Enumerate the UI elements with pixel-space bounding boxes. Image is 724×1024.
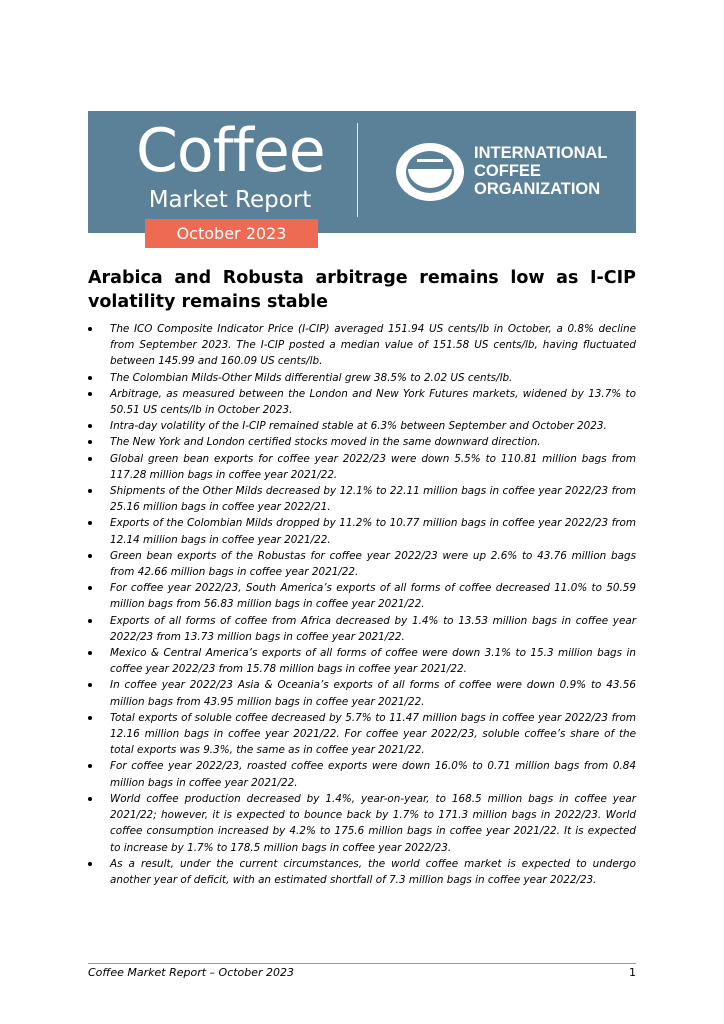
- report-title: Coffee: [136, 116, 325, 186]
- bullet-icon: [88, 440, 92, 444]
- bullet-icon: [88, 457, 92, 461]
- list-item: [88, 710, 636, 759]
- page-number: 1: [629, 966, 636, 979]
- bullet-icon: [88, 327, 92, 331]
- bullet-icon: [88, 376, 92, 380]
- organization-name: [474, 144, 608, 198]
- bullet-icon: [88, 554, 92, 558]
- list-item: [88, 418, 636, 434]
- bullet-icon: [88, 764, 92, 768]
- list-item-text: Total exports of soluble coffee decreased by 5.7% to 11.47 million bags in coffee year 2022/23 from 12.16 million bags in coffee year 2021/22. For coffee year 2022/23, soluble coffee’s share of the total exports was 9.3%, the same as in coffee year 2021/22.: [110, 711, 636, 757]
- list-item: [88, 483, 636, 515]
- org-line-1: INTERNATIONAL: [474, 144, 608, 162]
- list-item-text: For coffee year 2022/23, roasted coffee exports were down 16.0% to 0.71 million bags from 0.84 million bags in coffee year 2021/22.: [110, 760, 636, 789]
- list-item: [88, 758, 636, 790]
- bullet-icon: [88, 683, 92, 687]
- list-item: [88, 451, 636, 483]
- bullet-icon: [88, 424, 92, 428]
- bullet-icon: [88, 489, 92, 493]
- list-item: [88, 677, 636, 709]
- list-item: [88, 548, 636, 580]
- list-item-text: Shipments of the Other Milds decreased by 12.1% to 22.11 million bags in coffee year 2022/23 from 25.16 million bags in coffee year 2022/21.: [110, 485, 636, 514]
- list-item: [88, 791, 636, 856]
- list-item: [88, 434, 636, 450]
- bullet-icon: [88, 392, 92, 396]
- list-item-text: Intra-day volatility of the I-CIP remained stable at 6.3% between September and October 2023.: [110, 420, 607, 433]
- list-item-text: The ICO Composite Indicator Price (I-CIP) averaged 151.94 US cents/lb in October, a 0.8% decline from September 2023. The I-CIP posted a median value of 151.58 US cents/lb, having fluctuated between 145.99 and 160.09 US cents/lb.: [110, 323, 636, 368]
- org-line-2: COFFEE: [474, 162, 541, 180]
- footer-divider: [88, 963, 636, 964]
- bullet-icon: [88, 521, 92, 525]
- banner-divider: [357, 123, 358, 217]
- list-item: [88, 613, 636, 645]
- footer-title: Coffee Market Report – October 2023: [88, 966, 295, 979]
- list-item: [88, 856, 636, 888]
- list-item-text: Arbitrage, as measured between the London and New York Futures markets, widened by 13.7% to 50.51 US cents/lb in October 2023.: [110, 387, 636, 417]
- bullet-icon: [88, 797, 92, 801]
- list-item-text: Global green bean exports for coffee year 2022/23 were down 5.5% to 110.81 million bags from 117.28 million bags in coffee year 2021/22.: [110, 452, 636, 481]
- list-item-text: Exports of all forms of coffee from Africa decreased by 1.4% to 13.53 million bags in coffee year 2022/23 from 13.73 million bags in coffee year 2021/22.: [110, 614, 636, 643]
- list-item: [88, 645, 636, 677]
- list-item-text: Mexico & Central America’s exports of all forms of coffee were down 3.1% to 15.3 million bags in coffee year 2022/23 from 15.78 million bags in coffee year 2021/22.: [110, 647, 636, 676]
- list-item-text: The Colombian Milds-Other Milds differential grew 38.5% to 2.02 US cents/lb.: [110, 371, 513, 384]
- list-item: [88, 386, 636, 418]
- list-item-text: Green bean exports of the Robustas for coffee year 2022/23 were up 2.6% to 43.76 million bags from 42.66 million bags in coffee year 2021/22.: [110, 549, 636, 579]
- list-item-text: For coffee year 2022/23, South America’s exports of all forms of coffee decreased 11.0% to 50.59 million bags from 56.83 million bags in coffee year 2021/22.: [110, 582, 636, 611]
- highlights-list: [88, 321, 636, 888]
- list-item-text: The New York and London certified stocks moved in the same downward direction.: [110, 436, 541, 449]
- list-item: [88, 370, 636, 386]
- bullet-icon: [88, 651, 92, 655]
- list-item: [88, 321, 636, 370]
- bullet-icon: [88, 586, 92, 590]
- list-item-text: Exports of the Colombian Milds dropped by 11.2% to 10.77 million bags in coffee year 2022/23 from 12.14 million bags in coffee year 2021/22.: [110, 517, 636, 546]
- bullet-icon: [88, 716, 92, 720]
- ico-logo-icon: [395, 142, 465, 202]
- bullet-icon: [88, 619, 92, 623]
- list-item-text: As a result, under the current circumstances, the world coffee market is expected to undergo another year of deficit, with an estimated shortfall of 7.3 million bags in coffee year 2022/23.: [110, 857, 636, 886]
- headline: Arabica and Robusta arbitrage remains low as I-CIP volatility remains stable: [88, 268, 636, 312]
- org-line-3: ORGANIZATION: [474, 180, 601, 198]
- bullet-icon: [88, 862, 92, 866]
- list-item: [88, 515, 636, 547]
- list-item-text: In coffee year 2022/23 Asia & Oceania’s exports of all forms of coffee were down 0.9% to 43.56 million bags from 43.95 million bags in coffee year 2021/22.: [110, 679, 636, 708]
- list-item: [88, 580, 636, 612]
- report-banner: [88, 111, 636, 233]
- report-date-tab: October 2023: [145, 219, 318, 248]
- list-item-text: World coffee production decreased by 1.4%, year-on-year, to 168.5 million bags in coffee year 2021/22; however, it is expected to bounce back by 1.7% to 171.3 million bags in 2022/23. World coffee consumption increased by 4.2% to 175.6 million bags in coffee year 2021/22. It is expected to increase by 1.7% to 178.5 million bags in coffee year 2022/23.: [110, 792, 636, 854]
- report-subtitle: Market Report: [148, 187, 312, 213]
